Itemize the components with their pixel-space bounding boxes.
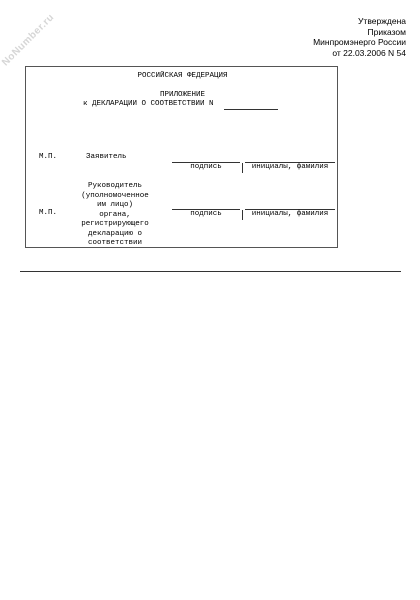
approval-block xyxy=(313,16,406,58)
declaration-appendix-form xyxy=(25,66,338,248)
country-title: РОССИЙСКАЯ ФЕДЕРАЦИЯ xyxy=(137,72,228,80)
registrar-label-line: (уполномоченное xyxy=(81,191,149,200)
approval-line-4: от 22.03.2006 N 54 xyxy=(332,47,406,58)
applicant-caption-separator xyxy=(242,163,243,173)
registrar-label-line: соответствии xyxy=(87,239,142,247)
appendix-title: ПРИЛОЖЕНИЕ xyxy=(159,91,205,99)
registrar-label-line: им лицо) xyxy=(96,201,133,209)
applicant-stamp: М.П. xyxy=(39,153,58,161)
registrar-label-line: органа, xyxy=(99,210,131,219)
applicant-label: Заявитель xyxy=(86,153,127,161)
applicant-name-caption: инициалы, фамилия xyxy=(251,163,329,171)
approval-line-1: Утверждена xyxy=(358,16,406,26)
declaration-number-field[interactable] xyxy=(224,109,278,110)
registrar-signature-caption: подпись xyxy=(190,210,222,218)
registrar-label-line: регистрирующего xyxy=(81,220,149,228)
appendix-subtitle: к ДЕКЛАРАЦИИ О СООТВЕТСТВИИ N xyxy=(83,100,214,108)
registrar-caption-separator xyxy=(242,210,243,220)
watermark: NoNumber.ru xyxy=(0,11,57,69)
registrar-name-caption: инициалы, фамилия xyxy=(251,210,329,218)
registrar-label-line: декларацию о xyxy=(87,229,142,238)
registrar-label xyxy=(60,182,170,249)
approval-line-2: Приказом xyxy=(367,26,406,37)
approval-line-3: Минпромэнерго России xyxy=(313,37,406,47)
page-divider xyxy=(20,271,401,272)
applicant-signature-caption: подпись xyxy=(190,163,222,171)
registrar-stamp: М.П. xyxy=(39,209,58,217)
registrar-label-line: Руководитель xyxy=(87,182,142,190)
